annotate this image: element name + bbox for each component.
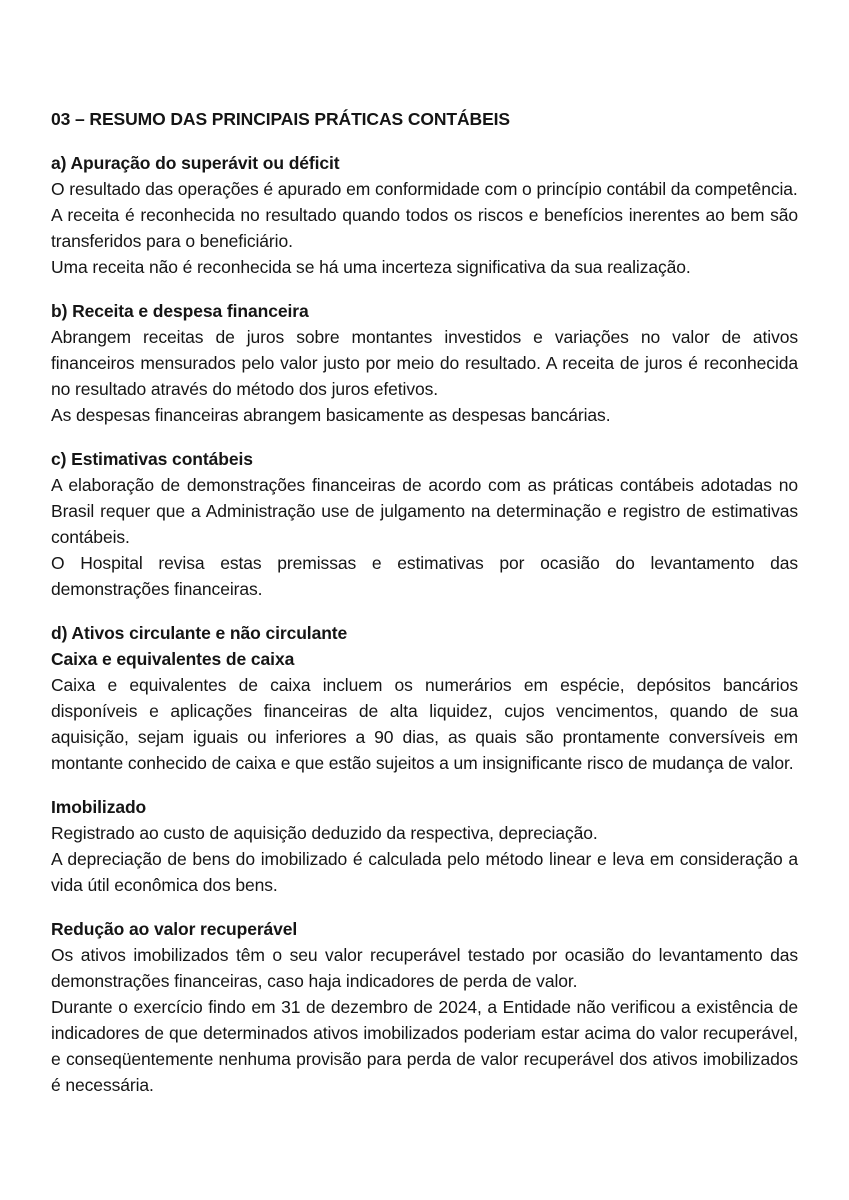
paragraph: A elaboração de demonstrações financeiras de acordo com as práticas contábeis adotadas no Brasil requer que a Administração use de julgamento na determinação e registro de estimativas contábeis. xyxy=(51,475,798,547)
section-a-apuracao-superavit xyxy=(51,150,798,280)
section-c-heading: c) Estimativas contábeis xyxy=(51,449,253,469)
paragraph: O Hospital revisa estas premissas e estimativas por ocasião do levantamento das demonstrações financeiras. xyxy=(51,553,798,599)
paragraph: A depreciação de bens do imobilizado é calculada pelo método linear e leva em consideração a vida útil econômica dos bens. xyxy=(51,849,798,895)
section-b-heading: b) Receita e despesa financeira xyxy=(51,301,309,321)
section-reducao-valor-recuperavel xyxy=(51,916,798,1098)
section-d-heading: d) Ativos circulante e não circulante xyxy=(51,623,348,643)
paragraph: O resultado das operações é apurado em conformidade com o princípio contábil da competência. xyxy=(51,179,798,199)
section-a-heading: a) Apuração do superávit ou déficit xyxy=(51,153,340,173)
paragraph: Abrangem receitas de juros sobre montantes investidos e variações no valor de ativos financeiros mensurados pelo valor justo por meio do resultado. A receita de juros é reconhecida no resultado através do método dos juros efetivos. xyxy=(51,327,798,399)
paragraph: Durante o exercício findo em 31 de dezembro de 2024, a Entidade não verificou a existência de indicadores de que determinados ativos imobilizados poderiam estar acima do valor recuperável, e conseqüentemente nenhuma provisão para perda de valor recuperável dos ativos imobilizados é necessária. xyxy=(51,997,798,1095)
subheading-imobilizado: Imobilizado xyxy=(51,797,147,817)
paragraph: Os ativos imobilizados têm o seu valor recuperável testado por ocasião do levantamento das demonstrações financeiras, caso haja indicadores de perda de valor. xyxy=(51,945,798,991)
paragraph: A receita é reconhecida no resultado quando todos os riscos e benefícios inerentes ao bem são transferidos para o beneficiário. xyxy=(51,205,798,251)
section-d-ativos-circulante xyxy=(51,620,798,776)
paragraph: As despesas financeiras abrangem basicamente as despesas bancárias. xyxy=(51,405,611,425)
section-b-receita-despesa-financeira xyxy=(51,298,798,428)
subheading-caixa-equivalentes: Caixa e equivalentes de caixa xyxy=(51,649,295,669)
document-title: 03 – RESUMO DAS PRINCIPAIS PRÁTICAS CONTÁBEIS xyxy=(51,109,510,129)
paragraph: Uma receita não é reconhecida se há uma incerteza significativa da sua realização. xyxy=(51,257,691,277)
subheading-reducao-valor-recuperavel: Redução ao valor recuperável xyxy=(51,919,298,939)
paragraph: Caixa e equivalentes de caixa incluem os numerários em espécie, depósitos bancários disponíveis e aplicações financeiras de alta liquidez, cujos vencimentos, quando de sua aquisição, sejam iguais ou inferiores a 90 dias, as quais são prontamente conversíveis em montante conhecido de caixa e que estão sujeitos a um insignificante risco de mudança de valor. xyxy=(51,675,798,773)
section-imobilizado xyxy=(51,794,798,898)
section-c-estimativas-contabeis xyxy=(51,446,798,602)
paragraph: Registrado ao custo de aquisição deduzido da respectiva, depreciação. xyxy=(51,823,598,843)
